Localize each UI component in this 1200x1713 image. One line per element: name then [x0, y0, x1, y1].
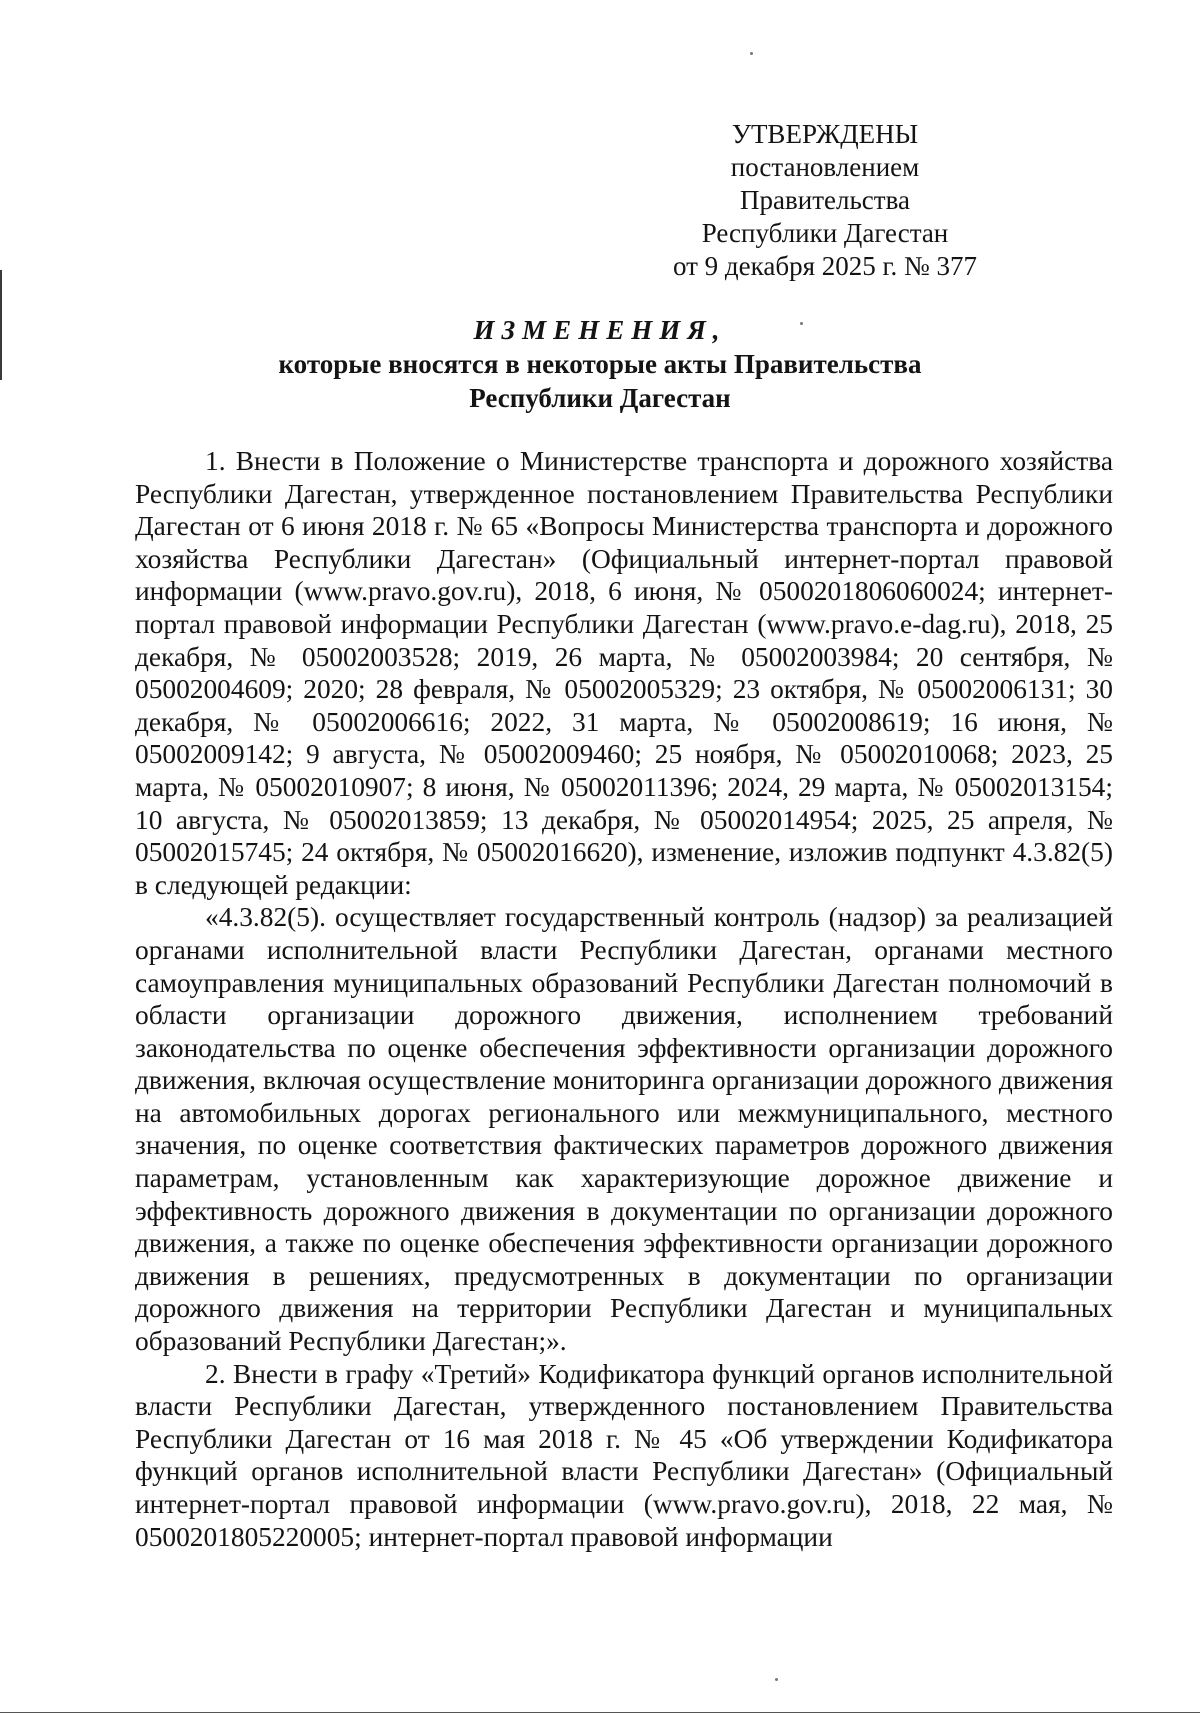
approval-line-2: постановлением Правительства: [730, 152, 920, 215]
approval-line-1: УТВЕРЖДЕНЫ: [731, 119, 919, 149]
heading-line-3: Республики Дагестан: [469, 383, 731, 413]
document-heading: [0, 313, 1200, 415]
approval-line-3: Республики Дагестан: [701, 218, 949, 248]
scan-speck: [775, 1678, 778, 1681]
paragraph-2: «4.3.82(5). осуществляет государственный контроль (надзор) за реализацией органами исполнительной власти Республики Дагестан, органами местного самоуправления муниципальных образований Республики Дагестан полномочий в области организации дорожного движения, исполнением требований законодательства по оценке обеспечения эффективности организации дорожного движения, включая осуществление мониторинга организации дорожного движения на автомобильных дорогах регионального или межмуниципального, местного значения, по оценке соответствия фактических параметров дорожного движения параметрам, установленным как характеризующие дорожное движение и эффективность дорожного движения в документации по организации дорожного движения, а также по оценке обеспечения эффективности организации дорожного движения в решениях, предусмотренных в документации по организации дорожного движения на территории Республики Дагестан и муниципальных образований Республики Дагестан;».: [135, 902, 1113, 1357]
paragraph-1: 1. Внести в Положение о Министерстве транспорта и дорожного хозяйства Республики Дагестан, утвержденное постановлением Правительства Республики Дагестан от 6 июня 2018 г. № 65 «Вопросы Министерства транспорта и дорожного хозяйства Республики Дагестан» (Официальный интернет-портал правовой информации (www.pravo.gov.ru), 2018, 6 июня, № 0500201806060024; интернет-портал правовой информации Республики Дагестан (www.pravo.e-dag.ru), 2018, 25 декабря, № 05002003528; 2019, 26 марта, № 05002003984; 20 сентября, № 05002004609; 2020; 28 февраля, № 05002005329; 23 октября, № 05002006131; 30 декабря, № 05002006616; 2022, 31 марта, № 05002008619; 16 июня, № 05002009142; 9 августа, № 05002009460; 25 ноября, № 05002010068; 2023, 25 марта, № 05002010907; 8 июня, № 05002011396; 2024, 29 марта, № 05002013154; 10 августа, № 05002013859; 13 декабря, № 05002014954; 2025, 25 апреля, № 05002015745; 24 октября, № 05002016620), изменение, изложив подпункт 4.3.82(5) в следующей редакции:: [135, 446, 1113, 900]
heading-line-2: которые вносятся в некоторые акты Правительства: [278, 349, 922, 379]
document-body: [135, 445, 1113, 1553]
heading-title: ИЗМЕНЕНИЯ,: [473, 315, 727, 345]
approval-line-4: от 9 декабря 2025 г. № 377: [672, 251, 978, 281]
paragraph-3: 2. Внести в графу «Третий» Кодификатора функций органов исполнительной власти Республики Дагестан, утвержденного постановлением Правительства Республики Дагестан от 16 мая 2018 г. № 45 «Об утверждении Кодификатора функций органов исполнительной власти Республики Дагестан» (Официальный интернет-портал правовой информации (www.pravo.gov.ru), 2018, 22 мая, № 0500201805220005; интернет-портал правовой информации: [135, 1358, 1113, 1552]
scan-speck: [750, 52, 753, 55]
approval-stamp: [645, 118, 1005, 283]
